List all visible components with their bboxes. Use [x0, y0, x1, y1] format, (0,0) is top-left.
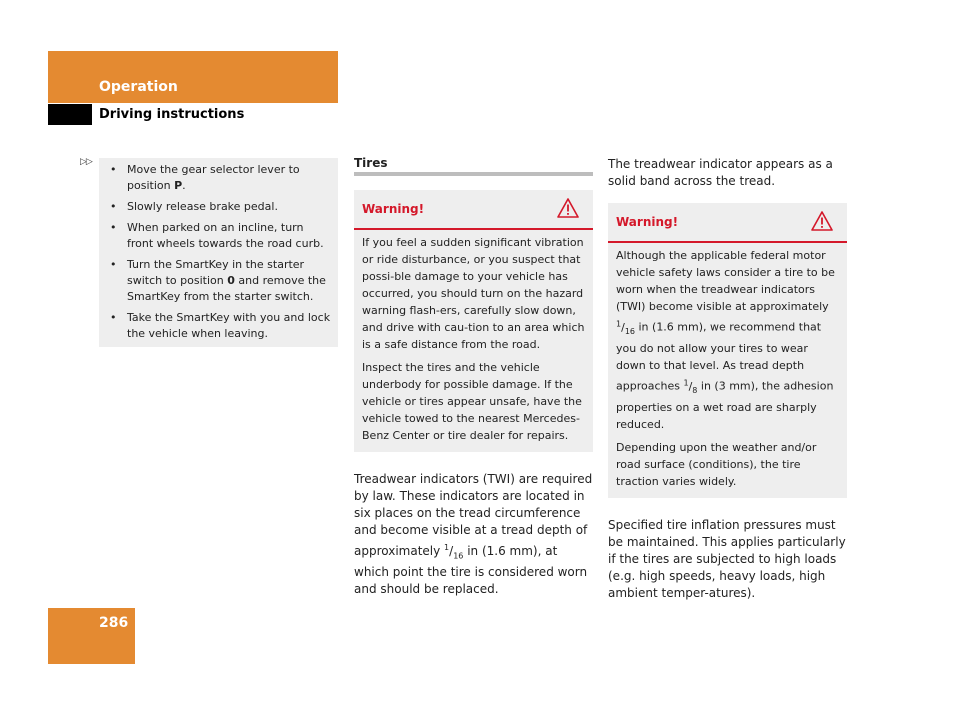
tires-column: [354, 155, 593, 598]
warning-box: [354, 190, 593, 452]
twi-paragraph: Treadwear indicators (TWI) are required by law. These indicators are located in six places on the tread circumference and become visible at a tread depth of approximately $^1/_{16}$ in (1.6 mm), at which point the tire is considered worn and should be replaced.: [354, 472, 593, 597]
warning-paragraph: Depending upon the weather and/or road surface (conditions), the tire traction varies widely.: [616, 440, 817, 488]
steps-list: [99, 158, 338, 342]
warning-paragraph: Although the applicable federal motor vehicle safety laws consider a tire to be worn when the treadwear indicators (TWI) become visible at approximately $^1/_{16}$ in (1.6 mm), we recommend that you do not allow your tires to wear down to that level. As tread depth approaches $^1/_8$ in (3 mm), the adhesion properties on a wet road are sharply reduced.: [616, 249, 835, 431]
subsection-marker: [48, 104, 92, 125]
warning-label: Warning!: [616, 215, 679, 229]
list-item: • Take the SmartKey with you and lock the vehicle when leaving.: [110, 311, 331, 340]
warning-box: [608, 203, 847, 498]
steps-box: [99, 158, 338, 347]
warning-triangle-icon: [811, 211, 833, 231]
continuation-arrows-icon: ▷▷: [80, 157, 92, 167]
heading-divider: [354, 172, 593, 176]
subsection-title: Driving instructions: [99, 107, 245, 122]
warning-body: [608, 243, 847, 498]
list-item: • Slowly release brake pedal.: [110, 200, 278, 213]
list-item: • Turn the SmartKey in the starter switch to position 0 and remove the SmartKey from the starter switch.: [110, 258, 326, 303]
treadwear-column: [608, 155, 847, 602]
warning-paragraph: If you feel a sudden significant vibration or ride disturbance, or you suspect that possi-ble damage to your vehicle has occurred, you should turn on the hazard warning flash-ers, carefully slow down, and drive with cau-tion to an area which is a safe distance from the road.: [362, 236, 585, 351]
warning-header: [608, 203, 847, 243]
warning-triangle-icon: [557, 198, 579, 218]
tires-heading: Tires: [354, 156, 388, 170]
inflation-paragraph: Specified tire inflation pressures must be maintained. This applies particularly if the tires are subjected to high loads (e.g. high speeds, heavy loads, high ambient temper-atures).: [608, 517, 846, 600]
warning-body: [354, 230, 593, 452]
list-item: • Move the gear selector lever to position P.: [110, 163, 300, 192]
treadwear-intro: The treadwear indicator appears as a solid band across the tread.: [608, 157, 833, 188]
page-number: 286: [99, 615, 129, 631]
section-title: Operation: [99, 79, 178, 95]
section-header-bar: [48, 51, 338, 103]
list-item: • When parked on an incline, turn front wheels towards the road curb.: [110, 221, 324, 250]
warning-header: [354, 190, 593, 230]
warning-label: Warning!: [362, 202, 425, 216]
warning-paragraph: Inspect the tires and the vehicle underbody for possible damage. If the vehicle or tires appear unsafe, have the vehicle towed to the nearest Mercedes-Benz Center or tire dealer for repairs.: [362, 361, 582, 442]
